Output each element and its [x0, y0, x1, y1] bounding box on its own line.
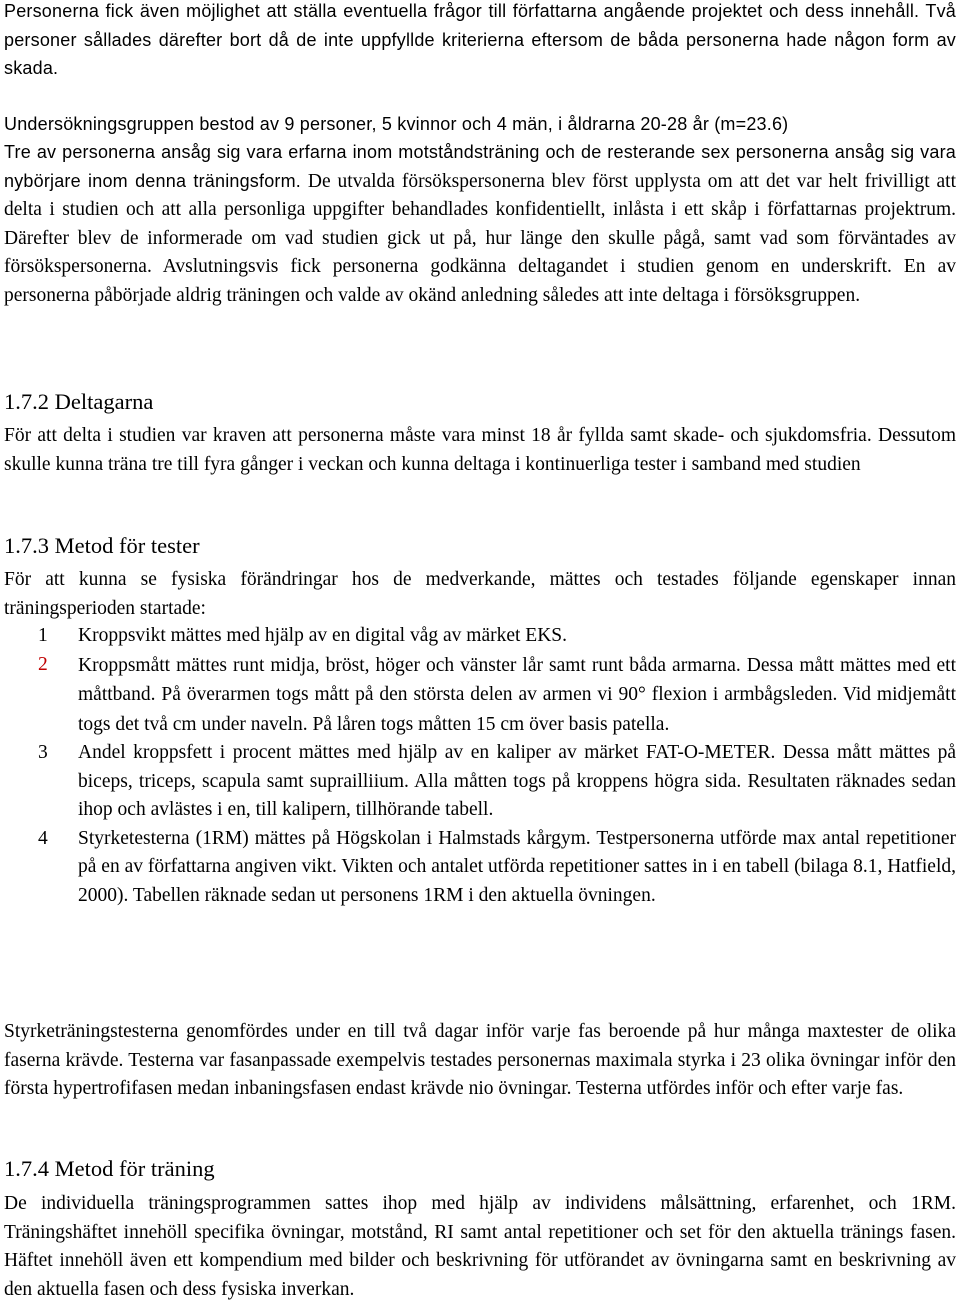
strength-tests-paragraph: Styrketräningstesterna genomfördes under en till två dagar inför varje fas beroende på hur många maxtester de olika faserna krävde. Testerna var fasanpassade exempelvis testades personernas maximala styrka i 23 olika övningar inför den första hypertrofifasen medan inbaningsfasen endast krävde nio övningar. Testerna utfördes inför och efter varje fas. [4, 1021, 956, 1099]
intro-questions-paragraph: Personerna fick även möjlighet att ställa eventuella frågor till författarna angående projektet och dess innehåll. Två personer sållades därefter bort då de inte uppfyllde kriterierna eftersom de båda personerna hade någon form av skada. [4, 1, 956, 78]
list-item-number: 1 [38, 625, 48, 646]
consent-sentences: De utvalda försökspersonerna blev först upplysta om att det var helt frivilligt att delta i studien och att alla personliga uppgifter behandlades konfidentiellt, inlåsta i ett skåp i författarnas projektrum. Därefter blev de informerade om vad studien gick ut på, hur länge den skulle pågå, samt vad som förväntades av försökspersonerna. Avslutningsvis fick personerna godkänna deltagandet i studien genom en underskrift. En av personerna påbörjade aldrig träningen och valde av okänd anledning således att inte deltaga i försöksgruppen. [4, 170, 956, 306]
experience-sentence: Tre av personerna ansåg sig vara erfarna inom motståndsträning och de resterande sex personerna ansåg sig vara nybörjare inom denna träningsform. [4, 142, 956, 191]
heading-metod-tester: 1.7.3 Metod för tester [4, 533, 200, 558]
metod-tester-paragraph: För att kunna se fysiska förändringar hos de medverkande, mättes och testades följande egenskaper innan träningsperioden startade: [4, 569, 956, 619]
list-item-text: Andel kroppsfett i procent mättes med hjälp av en kaliper av märket FAT-O-METER. Dessa mått mättes på biceps, triceps, scapula samt suprailliium. Alla måtten togs på kroppens högra sida. Resultaten räknades sedan ihop och avlästes i en, till kalipern, tillhörande tabell. [78, 742, 956, 820]
list-item [4, 651, 956, 740]
group-details-paragraph [4, 138, 956, 310]
list-item-text: Kroppsmått mättes runt midja, bröst, höger och vänster lår samt runt båda armarna. Dessa mått mättes med ett måttband. På överarmen togs mått på den största delen av armen vi 90° flexion i armbågsleden. Vid midjemått togs det två cm under naveln. På låren togs måtten 15 cm över basis patella. [78, 654, 956, 735]
list-item [4, 622, 956, 651]
list-item-number: 4 [38, 827, 48, 849]
metod-traning-paragraph: De individuella träningsprogrammen sattes ihop med hjälp av individens målsättning, erfarenhet, och 1RM. Träningshäftet innehöll specifika övningar, motstånd, RI samt antal repetitioner och set för den aktuella tränings fasen. Häftet innehöll även ett kompendium med bilder och beskrivning för utförandet av övningarna samt en beskrivning av den aktuella fasen och dess fysiska inverkan. [4, 1193, 956, 1300]
list-item-text: Styrketesterna (1RM) mättes på Högskolan i Halmstads kårgym. Testpersonerna utförde max antal repetitioner på en av författarna angiven vikt. Vikten och antalet utförda repetitioner sattes in i en tabell (bilaga 8.1, Hatfield, 2000). Tabellen räknade sedan ut personens 1RM i den aktuella övningen. [78, 827, 956, 906]
test-methods-list [4, 622, 956, 910]
list-item-number: 3 [38, 742, 48, 763]
heading-deltagarna: 1.7.2 Deltagarna [4, 389, 154, 414]
list-item-text: Kroppsvikt mättes med hjälp av en digital våg av märket EKS. [78, 625, 568, 646]
list-item-number: 2 [38, 653, 48, 675]
group-summary-line: Undersökningsgruppen bestod av 9 personer, 5 kvinnor och 4 män, i åldrarna 20-28 år (m=23.6) [4, 114, 789, 134]
list-item [4, 825, 956, 911]
heading-metod-traning: 1.7.4 Metod för träning [4, 1156, 215, 1181]
deltagarna-paragraph: För att delta i studien var kraven att personerna måste vara minst 18 år fyllda samt skade- och sjukdomsfria. Dessutom skulle kunna träna tre till fyra gånger i veckan och kunna deltaga i kontinuerliga tester i samband med studien [4, 425, 956, 475]
list-item [4, 739, 956, 825]
